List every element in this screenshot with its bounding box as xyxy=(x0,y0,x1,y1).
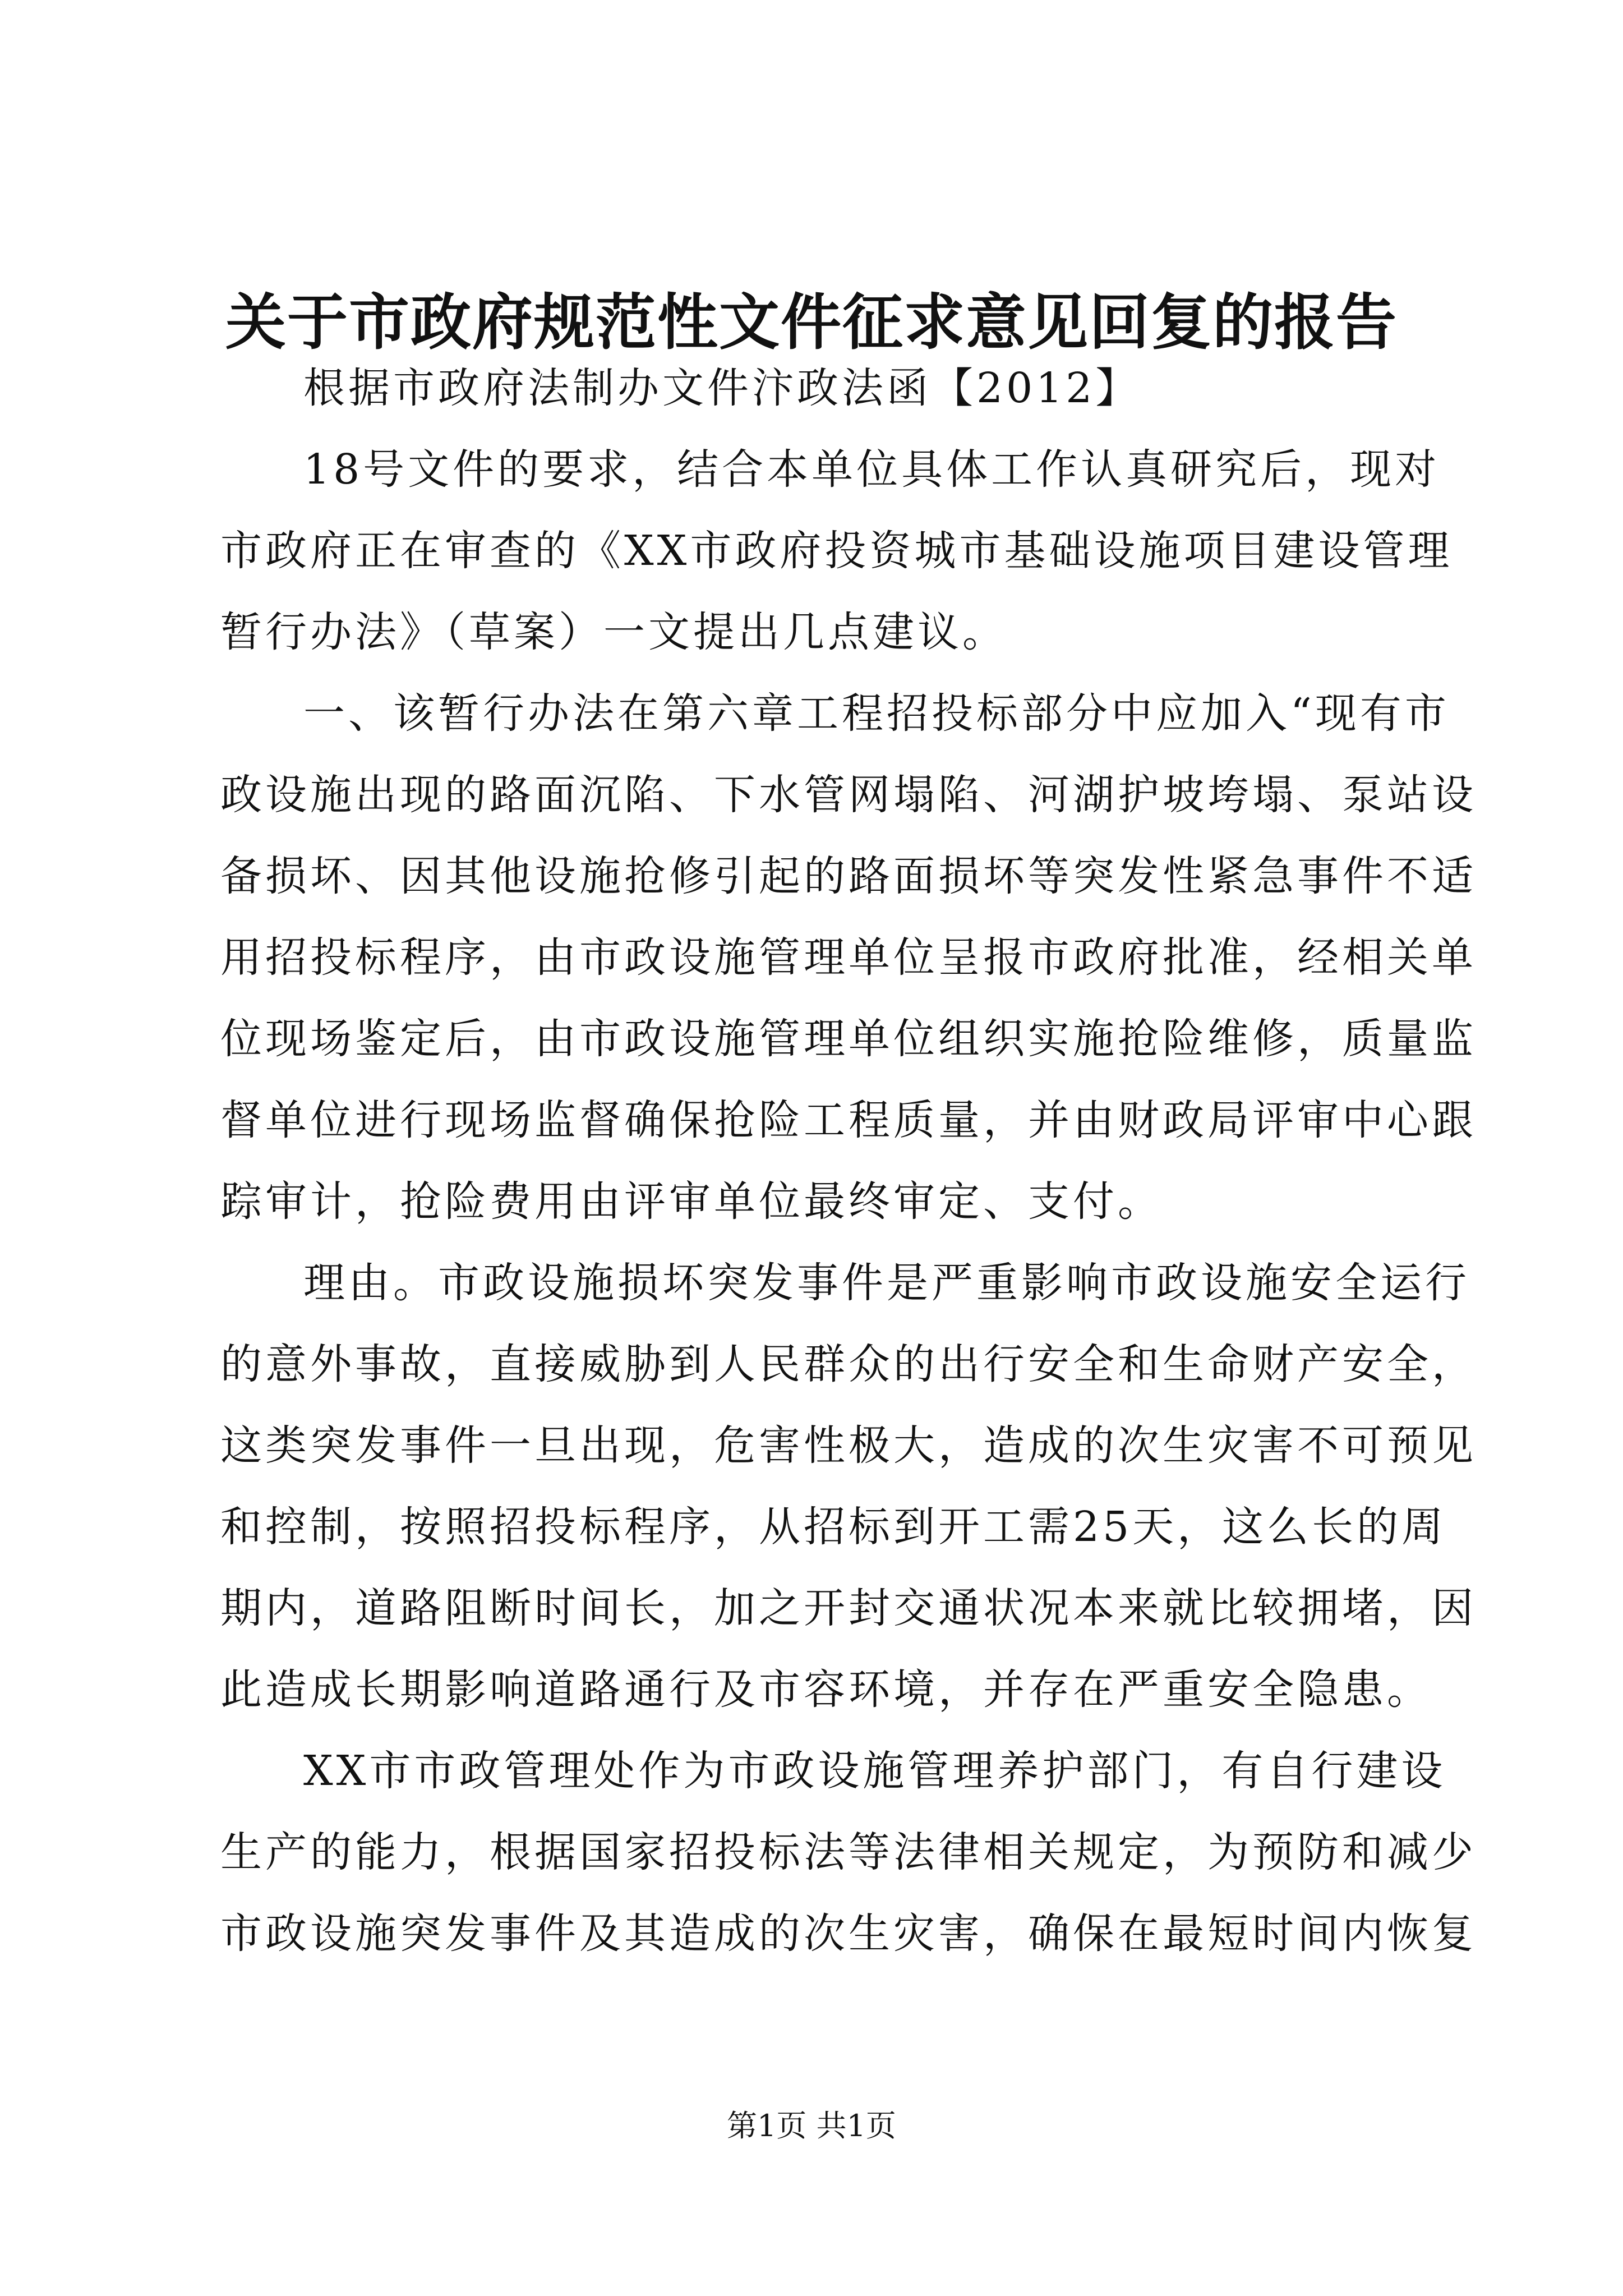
body-line: 理由。市政设施损坏突发事件是严重影响市政设施安全运行 xyxy=(303,1259,1470,1307)
body-line: 督单位进行现场监督确保抢险工程质量，并由财政局评审中心跟 xyxy=(220,1096,1477,1144)
page-number: 第1页 共1页 xyxy=(727,2108,896,2143)
body-line: 一、该暂行办法在第六章工程招投标部分中应加入“现有市 xyxy=(303,689,1450,738)
body-line: 市政府正在审查的《XX市政府投资城市基础设施项目建设管理 xyxy=(220,527,1453,575)
body-line: 此造成长期影响道路通行及市容环境，并存在严重安全隐患。 xyxy=(220,1665,1432,1714)
body-line: 暂行办法》（草案）一文提出几点建议。 xyxy=(220,608,1007,656)
document-body xyxy=(220,348,1477,1975)
body-line: 用招投标程序，由市政设施管理单位呈报市政府批准，经相关单 xyxy=(220,933,1477,982)
document-title: 关于市政府规范性文件征求意见回复的报告 xyxy=(225,287,1398,358)
body-line: 生产的能力，根据国家招投标法等法律相关规定，为预防和减少 xyxy=(220,1828,1477,1876)
body-line: XX市市政管理处作为市政设施管理养护部门，有自行建设 xyxy=(303,1747,1446,1795)
body-line: 这类突发事件一旦出现，危害性极大，造成的次生灾害不可预见 xyxy=(220,1421,1477,1470)
body-line: 的意外事故，直接威胁到人民群众的出行安全和生命财产安全， xyxy=(220,1340,1477,1388)
body-line: 踪审计，抢险费用由评审单位最终审定、支付。 xyxy=(220,1177,1163,1226)
body-line: 期内，道路阻断时间长，加之开封交通状况本来就比较拥堵，因 xyxy=(220,1584,1477,1632)
body-line: 根据市政府法制办文件汴政法函【2012】 xyxy=(303,364,1141,412)
body-line: 政设施出现的路面沉陷、下水管网塌陷、河湖护坡垮塌、泵站设 xyxy=(220,771,1477,819)
body-line: 备损坏、因其他设施抢修引起的路面损坏等突发性紧急事件不适 xyxy=(220,852,1477,900)
body-line: 和控制，按照招投标程序，从招标到开工需25天，这么长的周 xyxy=(220,1503,1447,1551)
body-line: 18号文件的要求，结合本单位具体工作认真研究后，现对 xyxy=(303,445,1440,494)
body-line: 位现场鉴定后，由市政设施管理单位组织实施抢险维修，质量监 xyxy=(220,1015,1477,1063)
body-line: 市政设施突发事件及其造成的次生灾害，确保在最短时间内恢复 xyxy=(220,1910,1477,1958)
